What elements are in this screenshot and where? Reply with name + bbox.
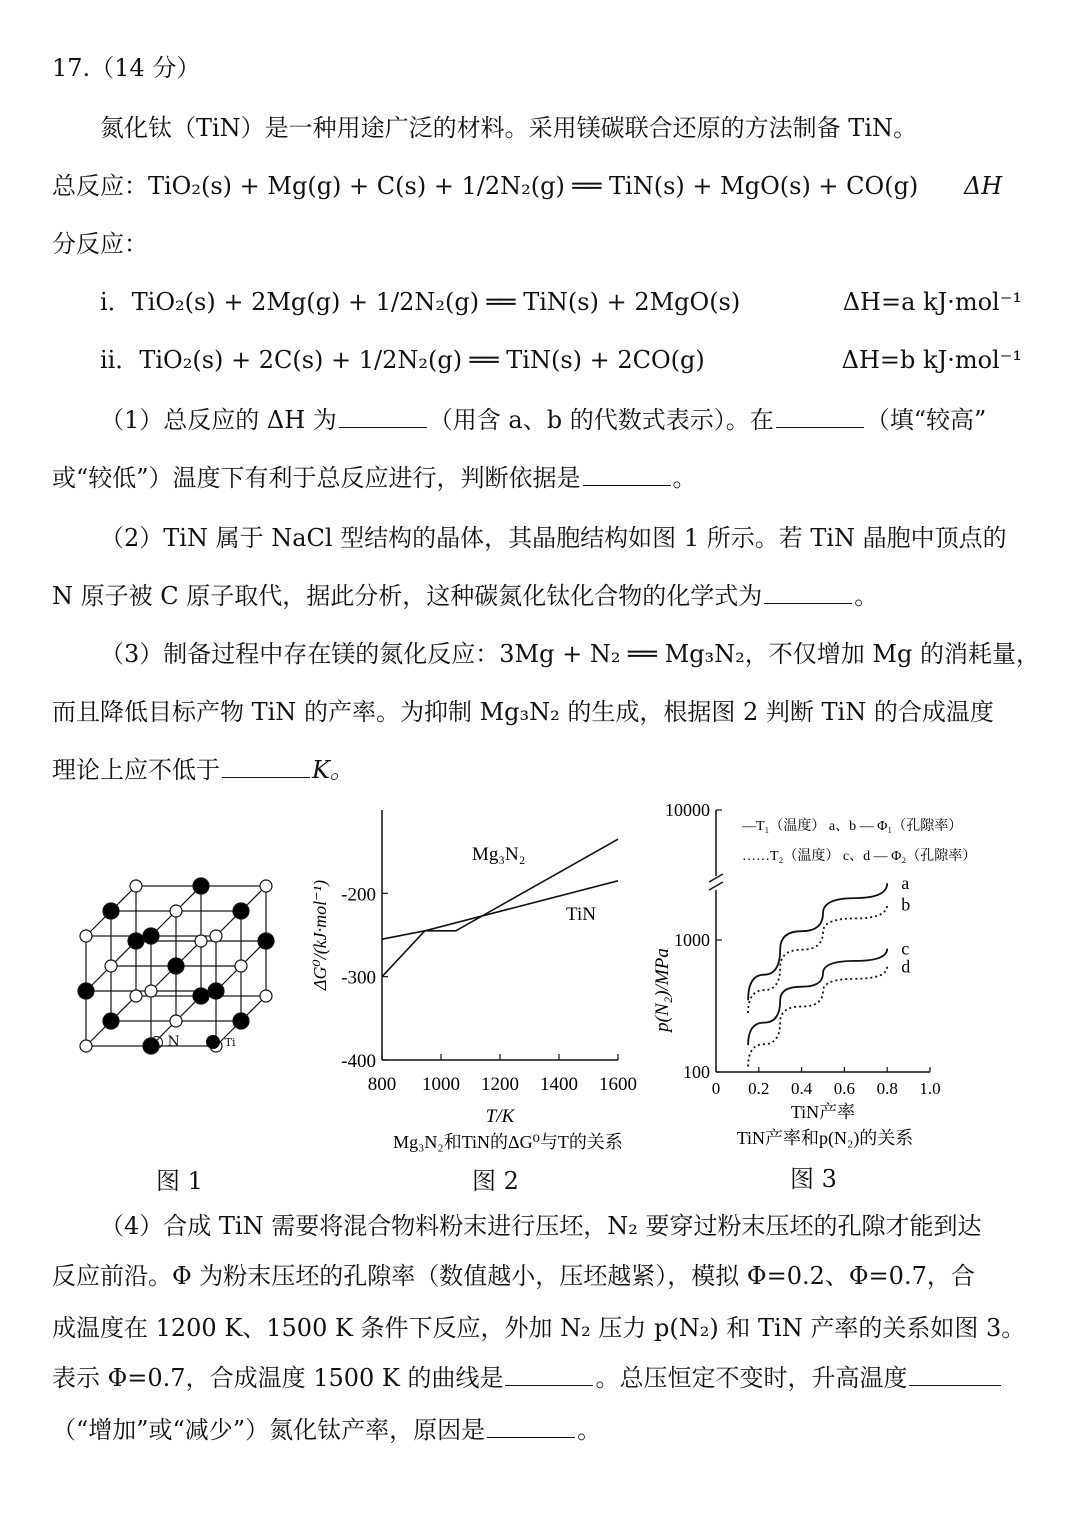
x-tick-label: 800 (367, 1074, 397, 1095)
part1-text-c: （填“较高” (865, 406, 987, 434)
x-tick-label: 0.4 (790, 1079, 813, 1098)
y-tick-label: 10000 (665, 800, 710, 820)
part2-line1: （2）TiN 属于 NaCl 型结构的晶体，其晶胞结构如图 1 所示。若 TiN 晶胞中顶点的 (100, 524, 1007, 552)
part4-line2: 反应前沿。Φ 为粉末压坯的孔隙率（数值越小，压坯越紧），模拟 Φ=0.2、Φ=0.7，合 (52, 1262, 975, 1290)
x-axis-label: T/K (485, 1106, 515, 1127)
x-tick-label: 0.6 (833, 1079, 856, 1098)
part1-text-b: （用含 a、b 的代数式表示）。在 (428, 406, 774, 434)
part4-line3: 成温度在 1200 K、1500 K 条件下反应，外加 N₂ 压力 p(N₂) 和 TiN 产率的关系如图 3。 (52, 1314, 1026, 1342)
series-curve-b (748, 905, 887, 1013)
legend-entry-dotted: ……T₂（温度） c、d — Φ₂（孔隙率） (742, 849, 977, 864)
part4-text-f: （“增加”或“减少”）氮化钛产率，原因是 (52, 1416, 486, 1444)
part2-text-b: N 原子被 C 原子取代，据此分析，这种碳氮化钛化合物的化学式为 (52, 582, 763, 610)
answer-blank-8[interactable] (487, 1413, 575, 1438)
figure3-caption: 图 3 (790, 1165, 837, 1193)
x-tick-label: 1000 (422, 1074, 460, 1095)
y-tick-label: -300 (341, 967, 376, 989)
x-tick-label: 1600 (599, 1074, 637, 1095)
part4-line5 (52, 1412, 601, 1448)
question-number: 17.（14 分） (52, 54, 201, 82)
figure1-legend (150, 1034, 235, 1050)
figure1-crystal-cell (66, 876, 286, 1056)
part4-text-e: 。总压恒定不变时，升高温度 (595, 1364, 908, 1392)
sub-reactions-label: 分反应： (52, 230, 148, 258)
part3-text-c: 理论上应不低于 (52, 756, 220, 784)
part3-line2: 而且降低目标产物 TiN 的产率。为抑制 Mg₃N₂ 的生成，根据图 2 判断 TiN 的合成温度 (52, 698, 994, 726)
answer-blank-2[interactable] (776, 403, 864, 428)
y-tick-label: 100 (683, 1062, 710, 1082)
figure2-chart (300, 790, 650, 1165)
answer-blank-3[interactable] (583, 461, 671, 486)
y-axis-label: ΔG⁰/(kJ·mol⁻¹) (310, 879, 330, 991)
answer-blank-5[interactable] (222, 753, 310, 778)
y-tick-label: -200 (341, 884, 376, 906)
reaction-ii-dh: ΔH=b kJ·mol⁻¹ (841, 346, 1022, 374)
series-label-mg3n2: Mg₃N₂ (472, 844, 526, 865)
y-tick-label: 1000 (674, 930, 710, 950)
total-reaction-line (52, 168, 1002, 204)
x-axis-label: TiN产率 (790, 1102, 856, 1122)
part4-line1: （4）合成 TiN 需要将混合物料粉末进行压坯，N₂ 要穿过粉末压坯的孔隙才能到达 (100, 1212, 982, 1240)
x-tick-label: 1200 (481, 1074, 519, 1095)
answer-blank-6[interactable] (505, 1361, 593, 1386)
part3-text-d: K。 (312, 756, 354, 784)
series-curve-d (748, 967, 887, 1067)
figure2-caption: 图 2 (472, 1167, 519, 1195)
ti-atom-legend-icon (206, 1035, 220, 1049)
part2-line2 (52, 578, 878, 614)
series-curve-c (748, 949, 887, 1046)
x-tick-label: 0.8 (876, 1079, 898, 1098)
part4-text-g: 。 (577, 1416, 602, 1444)
reaction-i-dh: ΔH=a kJ·mol⁻¹ (842, 288, 1022, 316)
part1-text-e: 。 (672, 464, 697, 492)
series-label-a: a (901, 873, 910, 894)
legend-entry-solid: —T₁（温度） a、b — Φ₁（孔隙率） (742, 819, 963, 834)
part1-line2 (52, 460, 697, 496)
total-reaction-equation: TiO₂(s) + Mg(g) + C(s) + 1/2N₂(g) ══ TiN(s) + MgO(s) + CO(g) (148, 172, 919, 200)
chart-title: TiN产率和p(N₂)的关系 (736, 1128, 914, 1148)
legend-n-label: N (167, 1034, 180, 1050)
part4-text-d: 表示 Φ=0.7，合成温度 1500 K 的曲线是 (52, 1364, 504, 1392)
x-tick-label: 1.0 (919, 1079, 941, 1098)
n-atom-legend-icon (150, 1036, 163, 1049)
part3-line1: （3）制备过程中存在镁的氮化反应：3Mg + N₂ ══ Mg₃N₂，不仅增加 Mg 的消耗量， (100, 640, 1040, 668)
answer-blank-1[interactable] (339, 403, 427, 428)
chart-title: Mg₃N₂和TiN的ΔG⁰与T的关系 (393, 1132, 623, 1152)
figure1-caption: 图 1 (156, 1167, 203, 1195)
legend-ti-label: Ti (224, 1036, 236, 1049)
part1-text-d: 或“较低”）温度下有利于总反应进行，判断依据是 (52, 464, 581, 492)
total-reaction-label: 总反应： (52, 172, 148, 200)
axis-break-mark (709, 882, 723, 890)
y-tick-label: -400 (341, 1051, 376, 1072)
series-label-c: c (901, 938, 910, 959)
x-tick-label: 0.2 (748, 1079, 770, 1098)
part4-line4 (52, 1360, 1003, 1396)
x-tick-label: 0 (711, 1079, 721, 1098)
part1-line1 (100, 402, 986, 438)
reaction-ii: ii．TiO₂(s) + 2C(s) + 1/2N₂(g) ══ TiN(s) + 2CO(g) (100, 346, 705, 374)
part1-text-a: （1）总反应的 ΔH 为 (100, 406, 337, 434)
figure3-chart (650, 790, 1030, 1165)
reaction-i: i．TiO₂(s) + 2Mg(g) + 1/2N₂(g) ══ TiN(s) + 2MgO(s) (100, 288, 741, 316)
answer-blank-4[interactable] (764, 579, 852, 604)
y-axis-label: p(N₂)/MPa (652, 948, 673, 1032)
question-intro: 氮化钛（TiN）是一种用途广泛的材料。采用镁碳联合还原的方法制备 TiN。 (100, 114, 917, 142)
series-line-tin (382, 881, 618, 977)
answer-blank-7[interactable] (909, 1361, 1001, 1386)
series-label-b: b (901, 894, 911, 915)
x-tick-label: 1400 (540, 1074, 578, 1095)
part3-line3 (52, 752, 354, 788)
series-label-tin: TiN (566, 904, 596, 925)
part2-text-c: 。 (854, 582, 879, 610)
series-label-d: d (901, 956, 911, 977)
total-reaction-dh: ΔH (963, 172, 1003, 200)
